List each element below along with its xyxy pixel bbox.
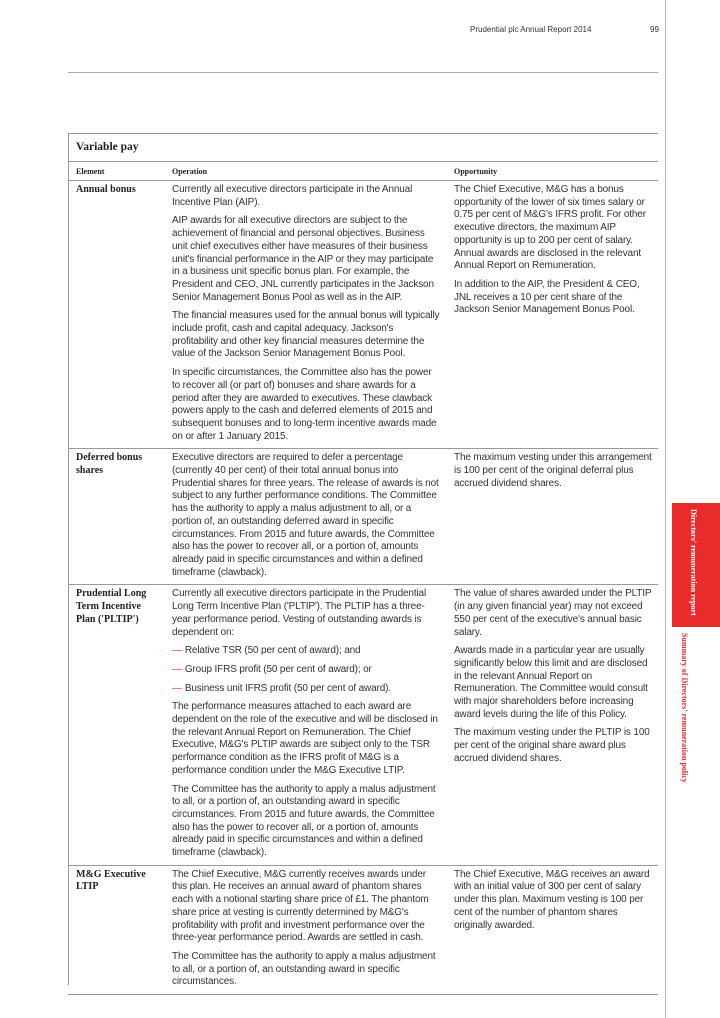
section-tab-summary-policy[interactable]: Summary of Directors' remuneration policy	[680, 633, 689, 783]
running-header	[470, 25, 659, 34]
paragraph: Executive directors are required to defer a percentage (currently 40 per cent) of their total annual bonus into Prudential shares for three years. The release of awards is not subject to any further performance conditions. The Committee has the authority to apply a malus adjustment to all, or a portion of, an outstanding deferred award in specific circumstances. From 2015 and future awards, the Committee also has the power to recover all, or a portion of, amounts already paid in specific circumstances and within a defined timeframe (clawback).	[172, 452, 439, 578]
paragraph: In specific circumstances, the Committee also has the power to recover all (or part of) bonuses and share awards for a period after they are awarded to executives. These clawback powers apply to the cash and deferred elements of 2015 and subsequent bonuses and to long-term incentive awards made on or after 1 January 2015.	[172, 367, 437, 442]
paragraph: The Committee has the authority to apply a malus adjustment to all, or a portion of, an outstanding award in specific circumstances. From 2015 and future awards, the Committee also has the power to recover all, or a portion of, amounts already paid in specific circumstances and within a defined timeframe (clawback).	[172, 783, 436, 859]
dash-icon: —	[172, 645, 182, 657]
table-row	[68, 181, 658, 449]
bullet-item	[172, 683, 440, 696]
paragraph: AIP awards for all executive directors are subject to the achievement of financial and personal objectives. Business unit chief executives either have measures of their business unit's financial performance in the AIP or they may participate in a business unit specific bonus plan. For example, the President and CEO, JNL currently participates in the Jackson Senior Management Bonus Pool as well as in the AIP.	[172, 215, 434, 303]
table-row	[68, 865, 658, 994]
bullet-text: Group IFRS profit (50 per cent of award); or	[184, 663, 372, 675]
section-tab-directors-remuneration-report[interactable]	[672, 503, 720, 627]
operation-cell	[164, 449, 446, 585]
paragraph: In addition to the AIP, the President & CEO, JNL receives a 10 per cent share of the Jackson Senior Management Bonus Pool.	[454, 278, 640, 316]
opportunity-cell	[446, 449, 658, 585]
page-number: 99	[650, 25, 659, 34]
operation-cell	[164, 865, 446, 994]
column-header: Opportunity	[446, 162, 658, 181]
paragraph: The maximum vesting under the PLTIP is 100 per cent of the original share award plus accrued dividend shares.	[454, 727, 650, 764]
column-header: Element	[68, 162, 164, 181]
operation-cell	[164, 585, 446, 865]
element-cell: Prudential Long Term Incentive Plan ('PLTIP')	[68, 585, 164, 865]
paragraph: The Chief Executive, M&G receives an award with an initial value of 300 per cent of salary under this plan. Maximum vesting is 100 per cent of the number of phantom shares originally awarded.	[454, 868, 650, 931]
paragraph: The maximum vesting under this arrangement is 100 per cent of the original deferral plus accrued dividend shares.	[454, 452, 652, 489]
opportunity-cell	[446, 585, 658, 865]
tab-label: Directors' remuneration report	[689, 509, 698, 616]
paragraph: The Committee has the authority to apply a malus adjustment to all, or a portion of, an outstanding award in specific circumstances.	[172, 950, 436, 988]
dash-icon: —	[172, 682, 182, 694]
header-title: Prudential plc Annual Report 2014	[470, 25, 592, 34]
table-row	[68, 449, 658, 585]
column-header: Operation	[164, 162, 446, 181]
dash-icon: —	[172, 663, 182, 675]
divider	[665, 0, 666, 1018]
bullet-item	[172, 645, 440, 658]
paragraph: The Chief Executive, M&G currently receives awards under this plan. He receives an annual award of phantom shares each with a notional starting share price of £1. The phantom share price at vesting is currently determined by M&G's profitability with profit and investment performance over the three-year performance period. Awards are settled in cash.	[172, 868, 429, 944]
paragraph: The financial measures used for the annual bonus will typically include profit, cash and capital adequacy. Jackson's profitability and other key financial measures determine the value of the Jackson Senior Management Bonus Pool.	[172, 310, 440, 360]
bullet-text: Business unit IFRS profit (50 per cent of award).	[184, 682, 391, 694]
paragraph: The value of shares awarded under the PLTIP (in any given financial year) may not exceed 550 per cent of the executive's annual basic salary.	[454, 588, 652, 638]
opportunity-cell	[446, 181, 658, 449]
paragraph: Awards made in a particular year are usually significantly below this limit and are disclosed in the relevant Annual Report on Remuneration. The Committee would consult with major shareholders before increasing award levels during the life of this Policy.	[454, 645, 648, 720]
variable-pay-section	[68, 133, 658, 995]
element-cell: M&G Executive LTIP	[68, 865, 164, 994]
bullet-text: Relative TSR (50 per cent of award); and	[184, 645, 361, 657]
opportunity-cell	[446, 865, 658, 994]
element-cell: Annual bonus	[68, 181, 164, 449]
section-title: Variable pay	[76, 141, 139, 153]
divider	[68, 72, 658, 73]
paragraph: Currently all executive directors participate in the Prudential Long Term Incentive Plan ('PLTIP'). The PLTIP has a three-year performance period. Vesting of outstanding awards is dependent on:	[172, 588, 427, 638]
paragraph: The Chief Executive, M&G has a bonus opportunity of the lower of six times salary or 0.75 per cent of M&G's IFRS profit. For other executive directors, the maximum AIP opportunity is up to 200 per cent of salary. Annual awards are disclosed in the relevant Annual Report on Remuneration.	[454, 184, 646, 272]
variable-pay-table	[68, 161, 658, 995]
operation-cell	[164, 181, 446, 449]
element-cell: Deferred bonus shares	[68, 449, 164, 585]
paragraph: Currently all executive directors participate in the Annual Incentive Plan (AIP).	[172, 184, 413, 208]
bullet-item	[172, 664, 440, 677]
table-row	[68, 585, 658, 865]
paragraph: The performance measures attached to each award are dependent on the role of the executive and will be disclosed in the relevant Annual Report on Remuneration. The Chief Executive, M&G's PLTIP awards are subject only to the TSR performance condition as the IFRS profit of M&G is a performance condition under the M&G Executive LTIP.	[172, 701, 438, 776]
